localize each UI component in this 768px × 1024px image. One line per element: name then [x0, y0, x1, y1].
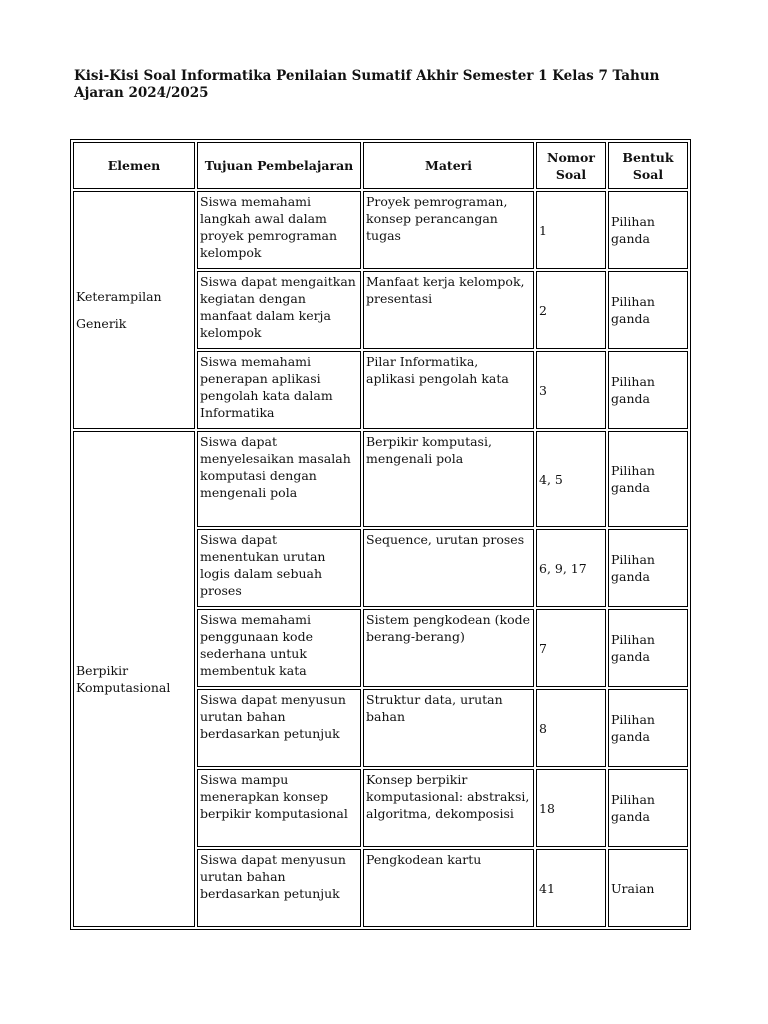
table-header-row [73, 142, 688, 189]
tujuan-cell: Siswa memahami langkah awal dalam proyek pemrograman kelompok [197, 191, 361, 269]
bentuk-cell: Uraian [608, 849, 688, 927]
bentuk-cell: Pilihan ganda [608, 351, 688, 429]
tujuan-cell: Siswa dapat menentukan urutan logis dalam sebuah proses [197, 529, 361, 607]
materi-cell: Pilar Informatika, aplikasi pengolah kata [363, 351, 534, 429]
bentuk-cell: Pilihan ganda [608, 609, 688, 687]
nomor-cell: 18 [536, 769, 606, 847]
header-bentuk-soal: Bentuk Soal [608, 142, 688, 189]
table-row [73, 191, 688, 269]
tujuan-cell: Siswa dapat menyelesaikan masalah komputasi dengan mengenali pola [197, 431, 361, 527]
tujuan-cell: Siswa memahami penggunaan kode sederhana untuk membentuk kata [197, 609, 361, 687]
materi-cell: Berpikir komputasi, mengenali pola [363, 431, 534, 527]
nomor-cell: 41 [536, 849, 606, 927]
bentuk-cell: Pilihan ganda [608, 529, 688, 607]
tujuan-cell: Siswa mampu menerapkan konsep berpikir komputasional [197, 769, 361, 847]
elemen-label: Keterampilan Generik [76, 289, 162, 331]
materi-cell: Sistem pengkodean (kode berang-berang) [363, 609, 534, 687]
table-row [73, 431, 688, 527]
materi-cell: Proyek pemrograman, konsep perancangan tugas [363, 191, 534, 269]
nomor-cell: 4, 5 [536, 431, 606, 527]
tujuan-cell: Siswa memahami penerapan aplikasi pengolah kata dalam Informatika [197, 351, 361, 429]
nomor-cell: 3 [536, 351, 606, 429]
materi-cell: Pengkodean kartu [363, 849, 534, 927]
bentuk-cell: Pilihan ganda [608, 769, 688, 847]
header-nomor-soal: Nomor Soal [536, 142, 606, 189]
tujuan-cell: Siswa dapat menyusun urutan bahan berdasarkan petunjuk [197, 849, 361, 927]
bentuk-cell: Pilihan ganda [608, 271, 688, 349]
tujuan-cell: Siswa dapat mengaitkan kegiatan dengan manfaat dalam kerja kelompok [197, 271, 361, 349]
nomor-cell: 8 [536, 689, 606, 767]
document-title: Kisi-Kisi Soal Informatika Penilaian Sumatif Akhir Semester 1 Kelas 7 Tahun Ajaran 2024/2025 [74, 68, 660, 101]
bentuk-cell: Pilihan ganda [608, 191, 688, 269]
materi-cell: Konsep berpikir komputasional: abstraksi, algoritma, dekomposisi [363, 769, 534, 847]
header-elemen: Elemen [73, 142, 195, 189]
nomor-cell: 6, 9, 17 [536, 529, 606, 607]
nomor-cell: 2 [536, 271, 606, 349]
materi-cell: Sequence, urutan proses [363, 529, 534, 607]
materi-cell: Manfaat kerja kelompok, presentasi [363, 271, 534, 349]
tujuan-cell: Siswa dapat menyusun urutan bahan berdasarkan petunjuk [197, 689, 361, 767]
nomor-cell: 7 [536, 609, 606, 687]
elemen-cell [73, 431, 195, 927]
bentuk-cell: Pilihan ganda [608, 431, 688, 527]
materi-cell: Struktur data, urutan bahan [363, 689, 534, 767]
elemen-cell [73, 191, 195, 429]
elemen-label: Berpikir Komputasional [76, 663, 171, 695]
header-tujuan-pembelajaran: Tujuan Pembelajaran [197, 142, 361, 189]
kisi-kisi-table [70, 139, 691, 930]
bentuk-cell: Pilihan ganda [608, 689, 688, 767]
nomor-cell: 1 [536, 191, 606, 269]
header-materi: Materi [363, 142, 534, 189]
